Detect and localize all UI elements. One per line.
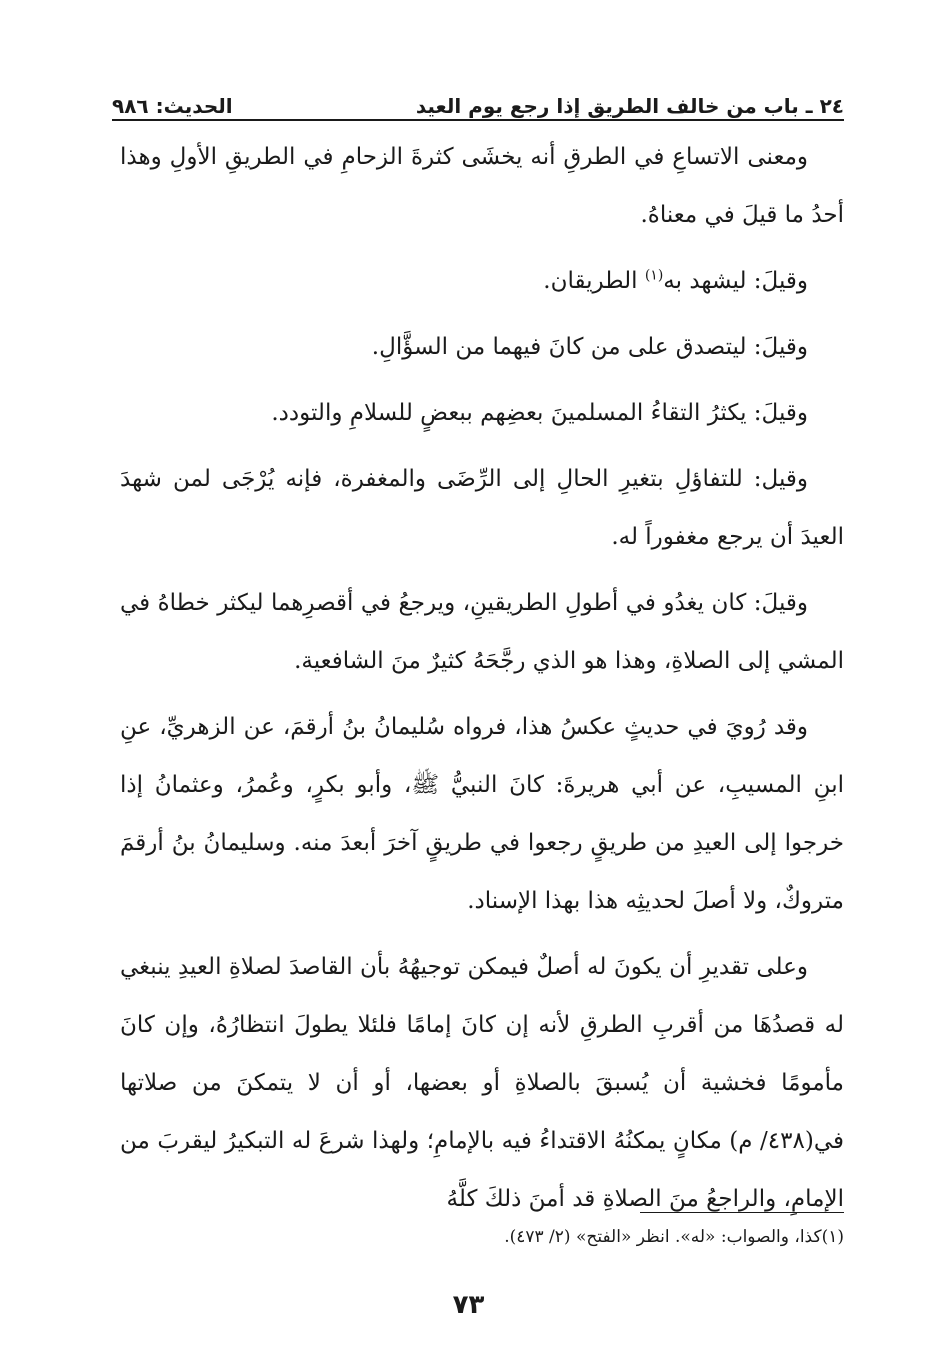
paragraph-5: وقيل: للتفاؤلِ بتغيرِ الحالِ إلى الرِّضَى والمغفرة، فإنه يُرْجَى لمن شهدَ العيدَ أن يرجع مغفوراً له. (120, 466, 844, 550)
paragraph-4: وقيلَ: يكثرُ التقاءُ المسلمينَ بعضِهم ببعضٍ للسلامِ والتودد. (271, 400, 808, 426)
chapter-title: ٢٤ ـ باب من خالف الطريق إذا رجع يوم العيد (415, 94, 844, 118)
paragraph-7: وقد رُويَ في حديثٍ عكسُ هذا، فرواه سُليمانُ بنُ أرقمَ، عن الزهريِّ، عنِ ابنِ المسيبِ، عن أبي هريرةَ: كانَ النبيُّ ﷺ، وأبو بكرٍ، وعُمرُ، وعثمانُ إذا خرجوا إلى العيدِ من طريقٍ رجعوا في طريقٍ آخرَ أبعدَ منه. وسليمانُ بنُ أرقمَ متروكٌ، ولا أصلَ لحديثِه هذا بهذا الإسناد. (120, 714, 844, 914)
paragraph-2-text: وقيلَ: ليشهد به (663, 268, 808, 294)
footnote: (١)كذا، والصواب: «له». انظر «الفتح» (٢/ ٤٧٣). (504, 1227, 844, 1247)
paragraph-6: وقيلَ: كان يغدُو في أطولِ الطريقينِ، ويرجعُ في أقصرِهما ليكثر خطاهُ في المشي إلى الصلاةِ، وهذا هو الذي رجَّحَهُ كثيرٌ منَ الشافعية. (120, 590, 844, 674)
paragraph-8: وعلى تقديرِ أن يكونَ له أصلٌ فيمكن توجيهُهُ بأن القاصدَ لصلاةِ العيدِ ينبغي له قصدُهَا من أقربِ الطرقِ لأنه إن كانَ إمامًا فلئلا يطولَ انتظارُهُ، وإن كانَ مأمومًا فخشية أن يُسبقَ بالصلاةِ أو بعضها، أو أن لا يتمكنَ من صلاتها في(٤٣٨/ م) مكانٍ يمكنُهُ الاقتداءُ فيه بالإمامِ؛ ولهذا شرعَ له التبكيرُ ليقربَ من الإمامِ، والراجعُ منَ الصلاةِ قد أمنَ ذلكَ كلَّهُ (120, 954, 844, 1212)
paragraph-2-rest: الطريقان. (543, 268, 645, 294)
paragraph-3: وقيلَ: ليتصدق على من كانَ فيهما من السؤَّالِ. (371, 334, 808, 360)
paragraph-1: ومعنى الاتساعِ في الطرقِ أنه يخشَى كثرةَ الزحامِ في الطريقِ الأولِ وهذا أحدُ ما قيلَ في معناهُ. (120, 144, 844, 228)
paragraph-2 (120, 252, 844, 310)
hadith-number: الحديث: ٩٨٦ (112, 94, 233, 118)
page-number: ٧٣ (452, 1290, 485, 1320)
footnote-rule (640, 1212, 844, 1213)
running-header (112, 82, 844, 118)
body-text (120, 128, 844, 1228)
footnote-reference: (١) (644, 267, 664, 284)
header-rule (112, 119, 844, 121)
